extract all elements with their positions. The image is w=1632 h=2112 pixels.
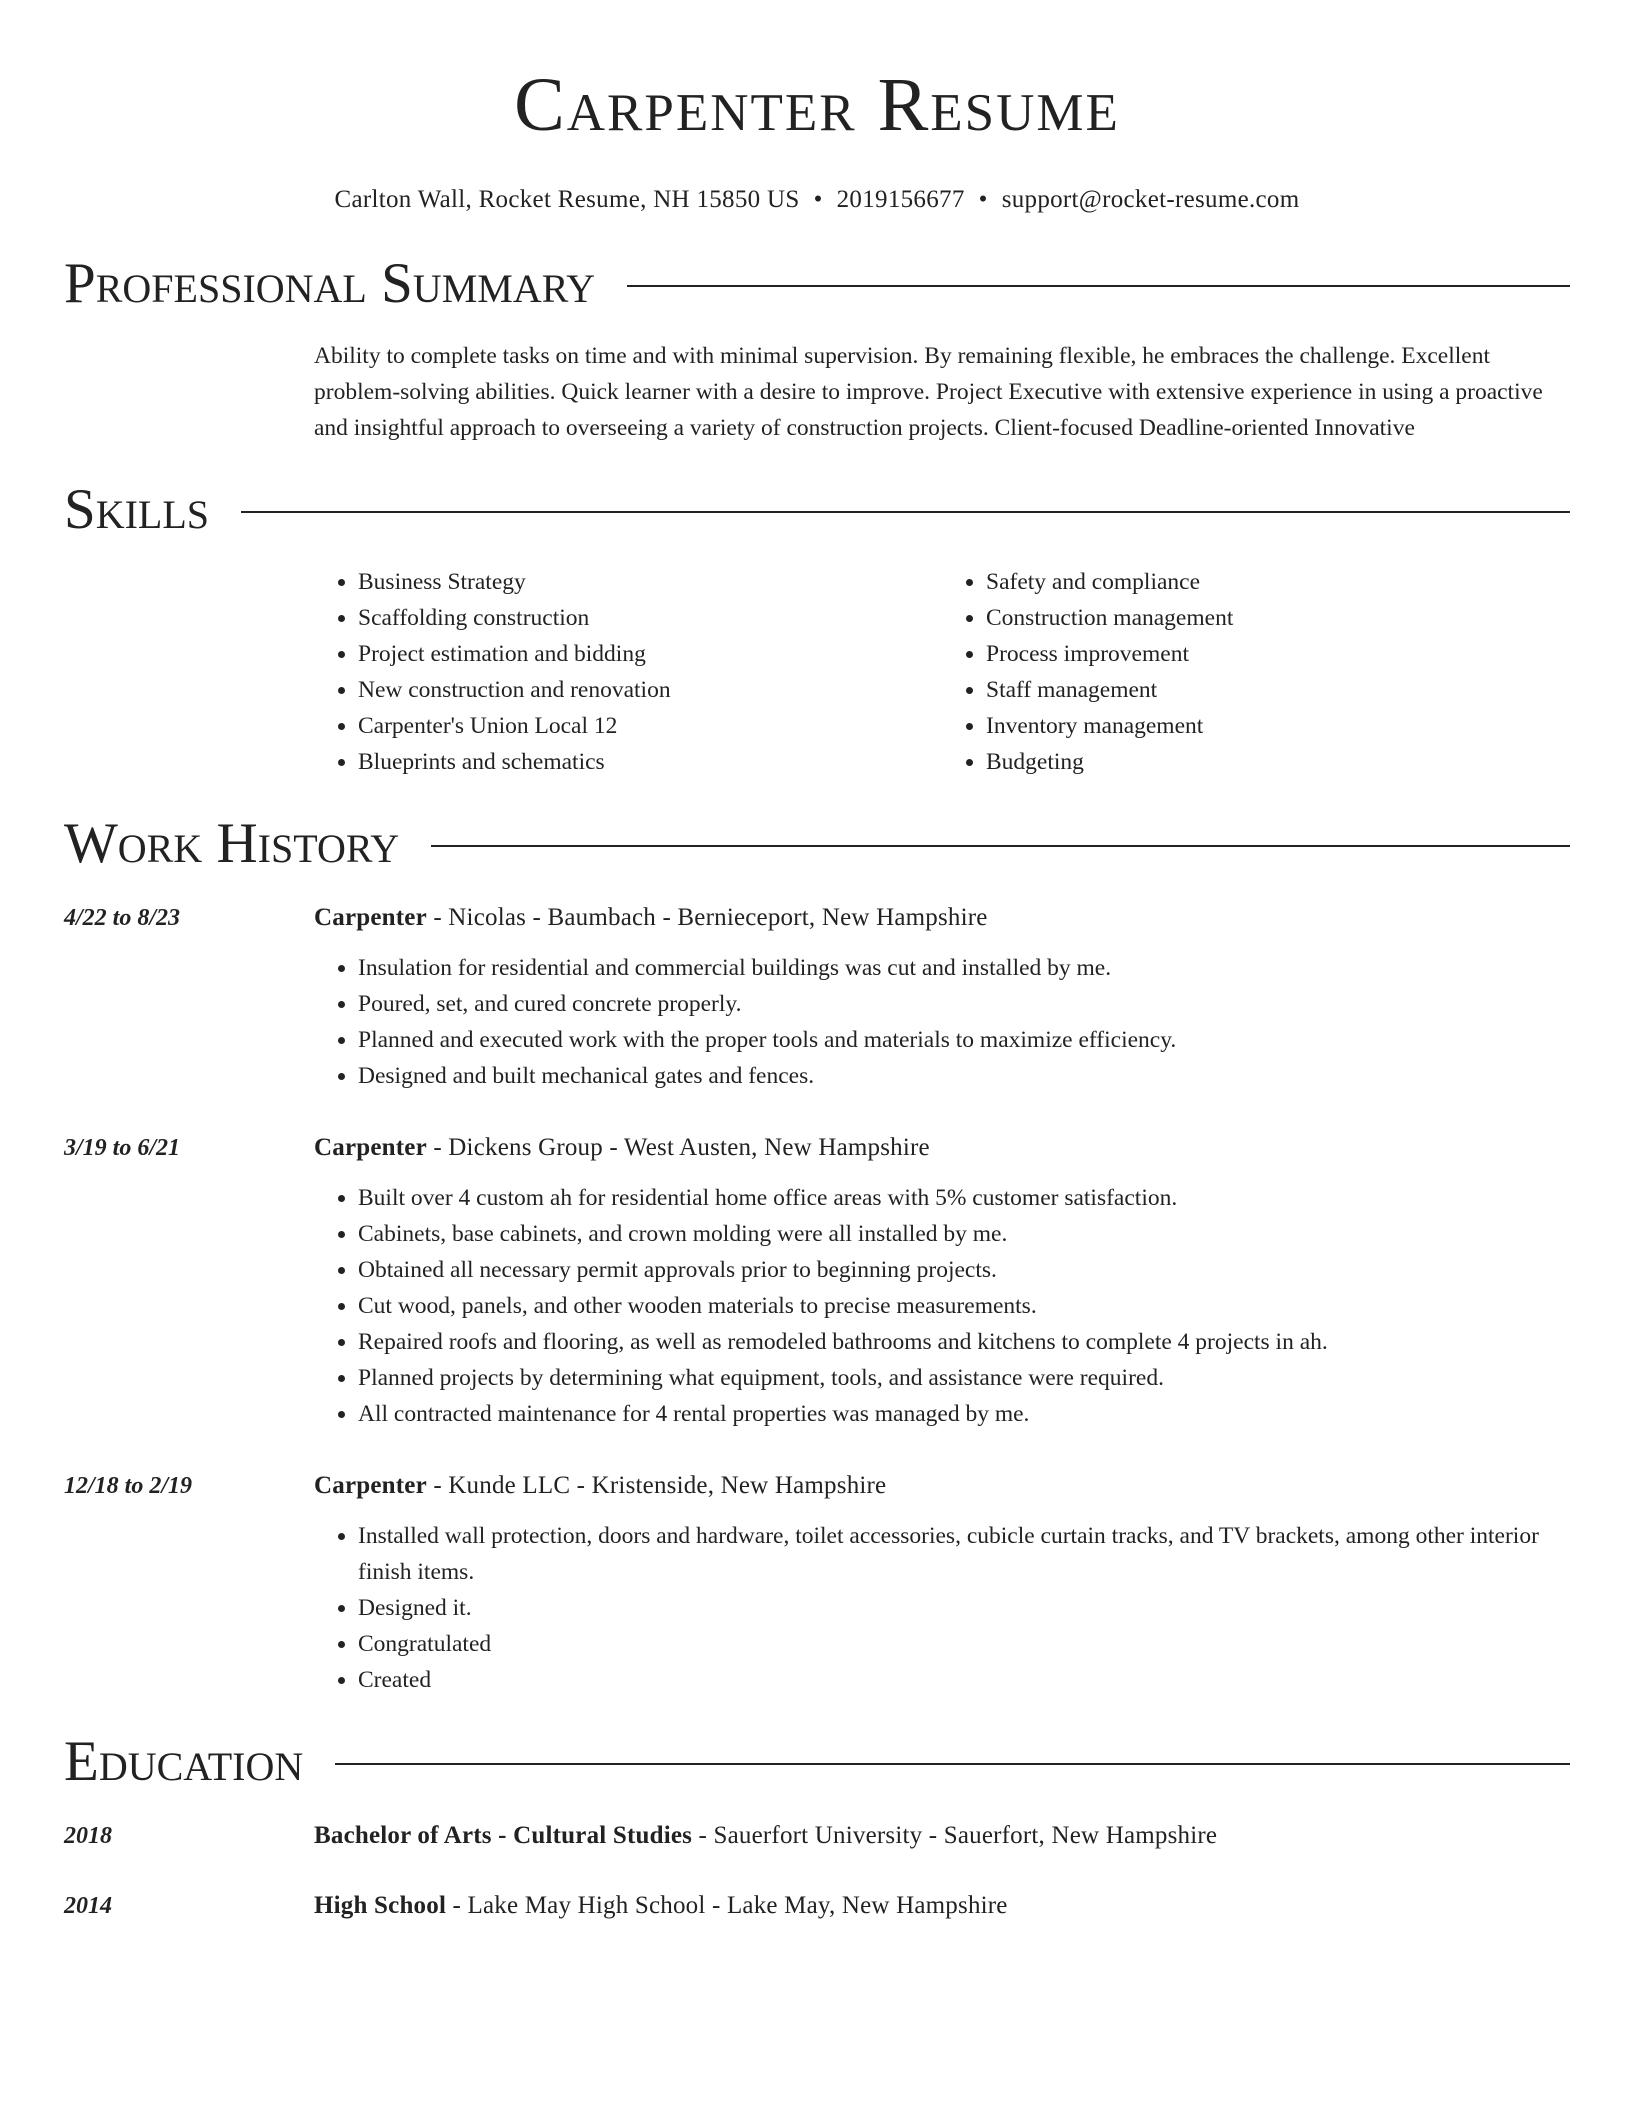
job-title: Carpenter — [314, 1472, 427, 1499]
job-heading — [314, 1468, 1570, 1504]
contact-address: Carlton Wall, Rocket Resume, NH 15850 US — [334, 186, 800, 213]
job-date: 4/22 to 8/23 — [64, 905, 181, 931]
job-bullet: • Cabinets, base cabinets, and crown molding were all installed by me. — [358, 1216, 1570, 1252]
job-bullet: • Designed and built mechanical gates and fences. — [358, 1058, 1570, 1094]
education-entry — [64, 1818, 1570, 1854]
job-employer: - Dickens Group - West Austen, New Hampshire — [426, 1134, 930, 1161]
section-divider — [335, 1763, 1570, 1765]
job-title: Carpenter — [314, 1134, 427, 1161]
job-employer: - Nicolas - Baumbach - Bernieceport, New Hampshire — [426, 904, 988, 931]
job-bullet: • Cut wood, panels, and other wooden materials to precise measurements. — [358, 1288, 1570, 1324]
skill-item: • Carpenter's Union Local 12 — [358, 708, 942, 744]
job-bullet: • Installed wall protection, doors and hardware, toilet accessories, cubicle curtain tracks, and TV brackets, among other interior finish items. — [358, 1518, 1570, 1590]
skill-item: • Project estimation and bidding — [358, 636, 942, 672]
work-section-header — [64, 810, 1570, 878]
job-bullet: • Repaired roofs and flooring, as well as remodeled bathrooms and kitchens to complete 4 projects in ah. — [358, 1324, 1570, 1360]
summary-heading: Professional Summary — [64, 252, 596, 315]
job-bullets — [314, 950, 1570, 1094]
job-entry — [64, 1130, 1570, 1432]
education-year: 2018 — [64, 1823, 112, 1849]
education-details — [314, 1888, 1570, 1924]
skills-column-left — [314, 564, 942, 780]
skill-item: • Budgeting — [986, 744, 1570, 780]
job-bullet: • Created — [358, 1662, 1570, 1698]
education-details — [314, 1818, 1570, 1854]
job-bullet: • Designed it. — [358, 1590, 1570, 1626]
summary-text: Ability to complete tasks on time and with minimal supervision. By remaining flexible, he embraces the challenge. Excellent problem-solving abilities. Quick learner with a desire to improve. Project Executive with extensive experience in using a proactive and insightful approach to overseeing a variety of construction projects. Client-focused Deadline-oriented Innovative — [314, 343, 1543, 441]
contact-phone: 2019156677 — [836, 186, 965, 213]
contact-line — [64, 186, 1570, 214]
skill-item: • New construction and renovation — [358, 672, 942, 708]
section-divider — [241, 511, 1570, 513]
job-date: 12/18 to 2/19 — [64, 1473, 193, 1499]
job-details — [314, 900, 1570, 1094]
skill-item: • Business Strategy — [358, 564, 942, 600]
skill-item: • Construction management — [986, 600, 1570, 636]
section-divider — [431, 845, 1570, 847]
skills-section-header — [64, 476, 1570, 544]
job-bullet: • Poured, set, and cured concrete properly. — [358, 986, 1570, 1022]
education-school: - Sauerfort University - Sauerfort, New Hampshire — [692, 1822, 1218, 1849]
job-bullet: • Built over 4 custom ah for residential home office areas with 5% customer satisfaction. — [358, 1180, 1570, 1216]
resume-title: Carpenter Resume — [514, 63, 1120, 147]
job-bullet: • All contracted maintenance for 4 rental properties was managed by me. — [358, 1396, 1570, 1432]
job-employer: - Kunde LLC - Kristenside, New Hampshire — [426, 1472, 887, 1499]
job-heading — [314, 900, 1570, 936]
job-bullet: • Obtained all necessary permit approvals prior to beginning projects. — [358, 1252, 1570, 1288]
education-section-header — [64, 1728, 1570, 1796]
job-date: 3/19 to 6/21 — [64, 1135, 181, 1161]
summary-section-header — [64, 250, 1570, 318]
job-entry — [64, 900, 1570, 1094]
education-school: - Lake May High School - Lake May, New Hampshire — [446, 1892, 1008, 1919]
contact-separator: • — [813, 186, 823, 213]
skills-column-right — [942, 564, 1570, 780]
contact-email: support@rocket-resume.com — [1001, 186, 1300, 213]
job-title: Carpenter — [314, 904, 427, 931]
job-bullet: • Planned and executed work with the proper tools and materials to maximize efficiency. — [358, 1022, 1570, 1058]
skill-item: • Scaffolding construction — [358, 600, 942, 636]
skill-item: • Safety and compliance — [986, 564, 1570, 600]
education-degree: High School — [314, 1892, 447, 1919]
education-year: 2014 — [64, 1893, 112, 1919]
job-heading — [314, 1130, 1570, 1166]
job-details — [314, 1468, 1570, 1698]
job-bullet: • Congratulated — [358, 1626, 1570, 1662]
job-bullets — [314, 1518, 1570, 1698]
job-entry — [64, 1468, 1570, 1698]
section-divider — [627, 285, 1570, 287]
job-details — [314, 1130, 1570, 1432]
skills-heading: Skills — [64, 478, 210, 541]
work-heading: Work History — [64, 812, 400, 875]
skill-item: • Inventory management — [986, 708, 1570, 744]
job-bullet: • Insulation for residential and commercial buildings was cut and installed by me. — [358, 950, 1570, 986]
skill-item: • Process improvement — [986, 636, 1570, 672]
contact-separator: • — [978, 186, 988, 213]
job-bullets — [314, 1180, 1570, 1432]
skill-item: • Blueprints and schematics — [358, 744, 942, 780]
skills-list — [314, 564, 1570, 780]
skill-item: • Staff management — [986, 672, 1570, 708]
job-bullet: • Planned projects by determining what equipment, tools, and assistance were required. — [358, 1360, 1570, 1396]
education-degree: Bachelor of Arts - Cultural Studies — [314, 1822, 693, 1849]
education-heading: Education — [64, 1730, 304, 1793]
resume-page — [64, 0, 1570, 1924]
education-entry — [64, 1888, 1570, 1924]
